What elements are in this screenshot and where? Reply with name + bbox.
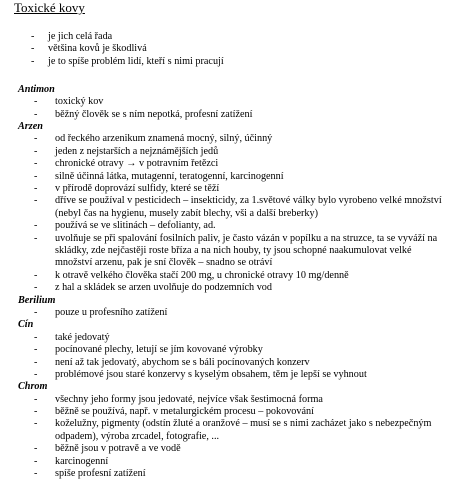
list-item-text: uvolňuje se při spalování fosilních paliv, je často vázán v popílku a na struzce, ta se vyváží na skládky, zde nejčastěji roste bříza a na nich houby, ty jsou schopné naakumulovat velké množství arzenu, pak je sní člověk – snadno se otráví bbox=[55, 232, 438, 269]
list-item-text: běžně jsou v potravě a ve vodě bbox=[55, 443, 181, 455]
list-item-text: z hal a skládek se arzen uvolňuje do podzemních vod bbox=[55, 282, 272, 294]
list-item bbox=[0, 357, 459, 369]
section bbox=[0, 121, 459, 295]
bullet-dash: - bbox=[34, 158, 38, 170]
list-item bbox=[0, 270, 459, 282]
bullet-dash: - bbox=[34, 183, 38, 195]
list-item-text: v přírodě doprovází sulfidy, které se těží bbox=[55, 183, 220, 195]
list-item bbox=[0, 282, 459, 294]
bullet-dash: - bbox=[34, 393, 38, 405]
list-item-text: je to spíše problém lidí, kteří s nimi pracují bbox=[48, 55, 224, 67]
bullet-dash: - bbox=[34, 356, 38, 368]
list-item bbox=[0, 158, 459, 170]
list-item bbox=[0, 456, 459, 468]
list-item bbox=[0, 195, 459, 220]
list-item bbox=[0, 96, 459, 108]
list-item bbox=[0, 31, 459, 43]
list-item bbox=[0, 406, 459, 418]
bullet-dash: - bbox=[34, 145, 38, 157]
intro-list bbox=[0, 31, 459, 68]
list-item bbox=[0, 146, 459, 158]
list-item-text: jeden z nejstarších a nejznámějších jedů bbox=[55, 145, 219, 157]
list-item-text: karcinogenní bbox=[55, 455, 109, 467]
list-item-text: od řeckého arzenikum znamená mocný, silný, účinný bbox=[55, 133, 273, 145]
section-heading: Cín bbox=[18, 319, 34, 331]
list-item bbox=[0, 307, 459, 319]
list-item-text: většina kovů je škodlivá bbox=[48, 43, 147, 55]
bullet-dash: - bbox=[34, 418, 38, 430]
list-item bbox=[0, 233, 459, 270]
list-item bbox=[0, 133, 459, 145]
list-item-text: chronické otravy → v potravním řetězci bbox=[55, 158, 219, 170]
list-item bbox=[0, 183, 459, 195]
list-item-text: problémové jsou staré konzervy s kyselým obsahem, těm je lepší se vyhnout bbox=[55, 368, 367, 380]
bullet-dash: - bbox=[34, 406, 38, 418]
list-item-text: k otravě velkého člověka stačí 200 mg, u chronické otravy 10 mg/denně bbox=[55, 269, 349, 281]
list-item bbox=[0, 418, 459, 443]
bullet-dash: - bbox=[34, 96, 38, 108]
list-item bbox=[0, 109, 459, 121]
list-item-text: dříve se používal v pesticidech – insekticidy, za 1.světové války bylo vyrobeno velké množství (nebyl čas na hygienu, musely zabít blechy, vši a další breberky) bbox=[55, 195, 442, 219]
bullet-dash: - bbox=[31, 55, 35, 67]
bullet-dash: - bbox=[34, 269, 38, 281]
list-item-text: není až tak jedovatý, abychom se s báli pocínovaných konzerv bbox=[55, 356, 310, 368]
bullet-dash: - bbox=[34, 368, 38, 380]
section bbox=[0, 84, 459, 121]
bullet-dash: - bbox=[34, 220, 38, 232]
list-item-text: pocínované plechy, letují se jím kovované výrobky bbox=[55, 344, 263, 356]
bullet-dash: - bbox=[34, 133, 38, 145]
list-item-text: používá se ve slitinách – defolianty, ad. bbox=[55, 220, 216, 232]
list-item-text: pouze u profesního zatížení bbox=[55, 306, 168, 318]
document-title: Toxické kovy bbox=[14, 0, 85, 15]
list-item bbox=[0, 43, 459, 55]
list-item bbox=[0, 394, 459, 406]
list-item-text: běžný člověk se s ním nepotká, profesní zatížení bbox=[55, 108, 253, 120]
list-item-text: také jedovatý bbox=[55, 331, 110, 343]
list-item-text: běžně se používá, např. v metalurgickém procesu – pokovování bbox=[55, 406, 314, 418]
list-item-text: toxický kov bbox=[55, 96, 104, 108]
list-item bbox=[0, 344, 459, 356]
bullet-dash: - bbox=[31, 31, 35, 42]
section-heading: Arzen bbox=[18, 121, 43, 133]
section-heading: Chrom bbox=[18, 381, 48, 393]
section bbox=[0, 295, 459, 320]
section bbox=[0, 381, 459, 480]
list-item bbox=[0, 332, 459, 344]
sections-container bbox=[0, 84, 459, 480]
bullet-dash: - bbox=[34, 443, 38, 455]
list-item-text: koželužny, pigmenty (odstín žluté a oranžové – musí se s nimi zacházet jako s nebezpečným odpadem), výroba zrcadel, fotografie, ... bbox=[55, 418, 432, 442]
bullet-dash: - bbox=[34, 170, 38, 182]
bullet-dash: - bbox=[34, 344, 38, 356]
bullet-dash: - bbox=[34, 331, 38, 343]
list-item bbox=[0, 171, 459, 183]
bullet-dash: - bbox=[34, 468, 38, 480]
section-heading: Antimon bbox=[18, 84, 55, 95]
bullet-dash: - bbox=[34, 232, 38, 244]
bullet-dash: - bbox=[34, 306, 38, 318]
section-heading: Berilium bbox=[18, 294, 56, 306]
bullet-dash: - bbox=[34, 455, 38, 467]
list-item-text: je jich celá řada bbox=[48, 31, 113, 42]
bullet-dash: - bbox=[34, 195, 38, 207]
list-item-text: všechny jeho formy jsou jedovaté, nejvíce však šestimocná forma bbox=[55, 393, 323, 405]
list-item bbox=[0, 220, 459, 232]
list-item bbox=[0, 443, 459, 455]
list-item bbox=[0, 468, 459, 480]
list-item bbox=[0, 369, 459, 381]
bullet-dash: - bbox=[31, 43, 35, 55]
list-item-text: silně účinná látka, mutagenní, teratogenní, karcinogenní bbox=[55, 170, 284, 182]
section bbox=[0, 319, 459, 381]
list-item-text: spíše profesní zatížení bbox=[55, 468, 146, 480]
bullet-dash: - bbox=[34, 108, 38, 120]
bullet-dash: - bbox=[34, 282, 38, 294]
list-item bbox=[0, 56, 459, 68]
